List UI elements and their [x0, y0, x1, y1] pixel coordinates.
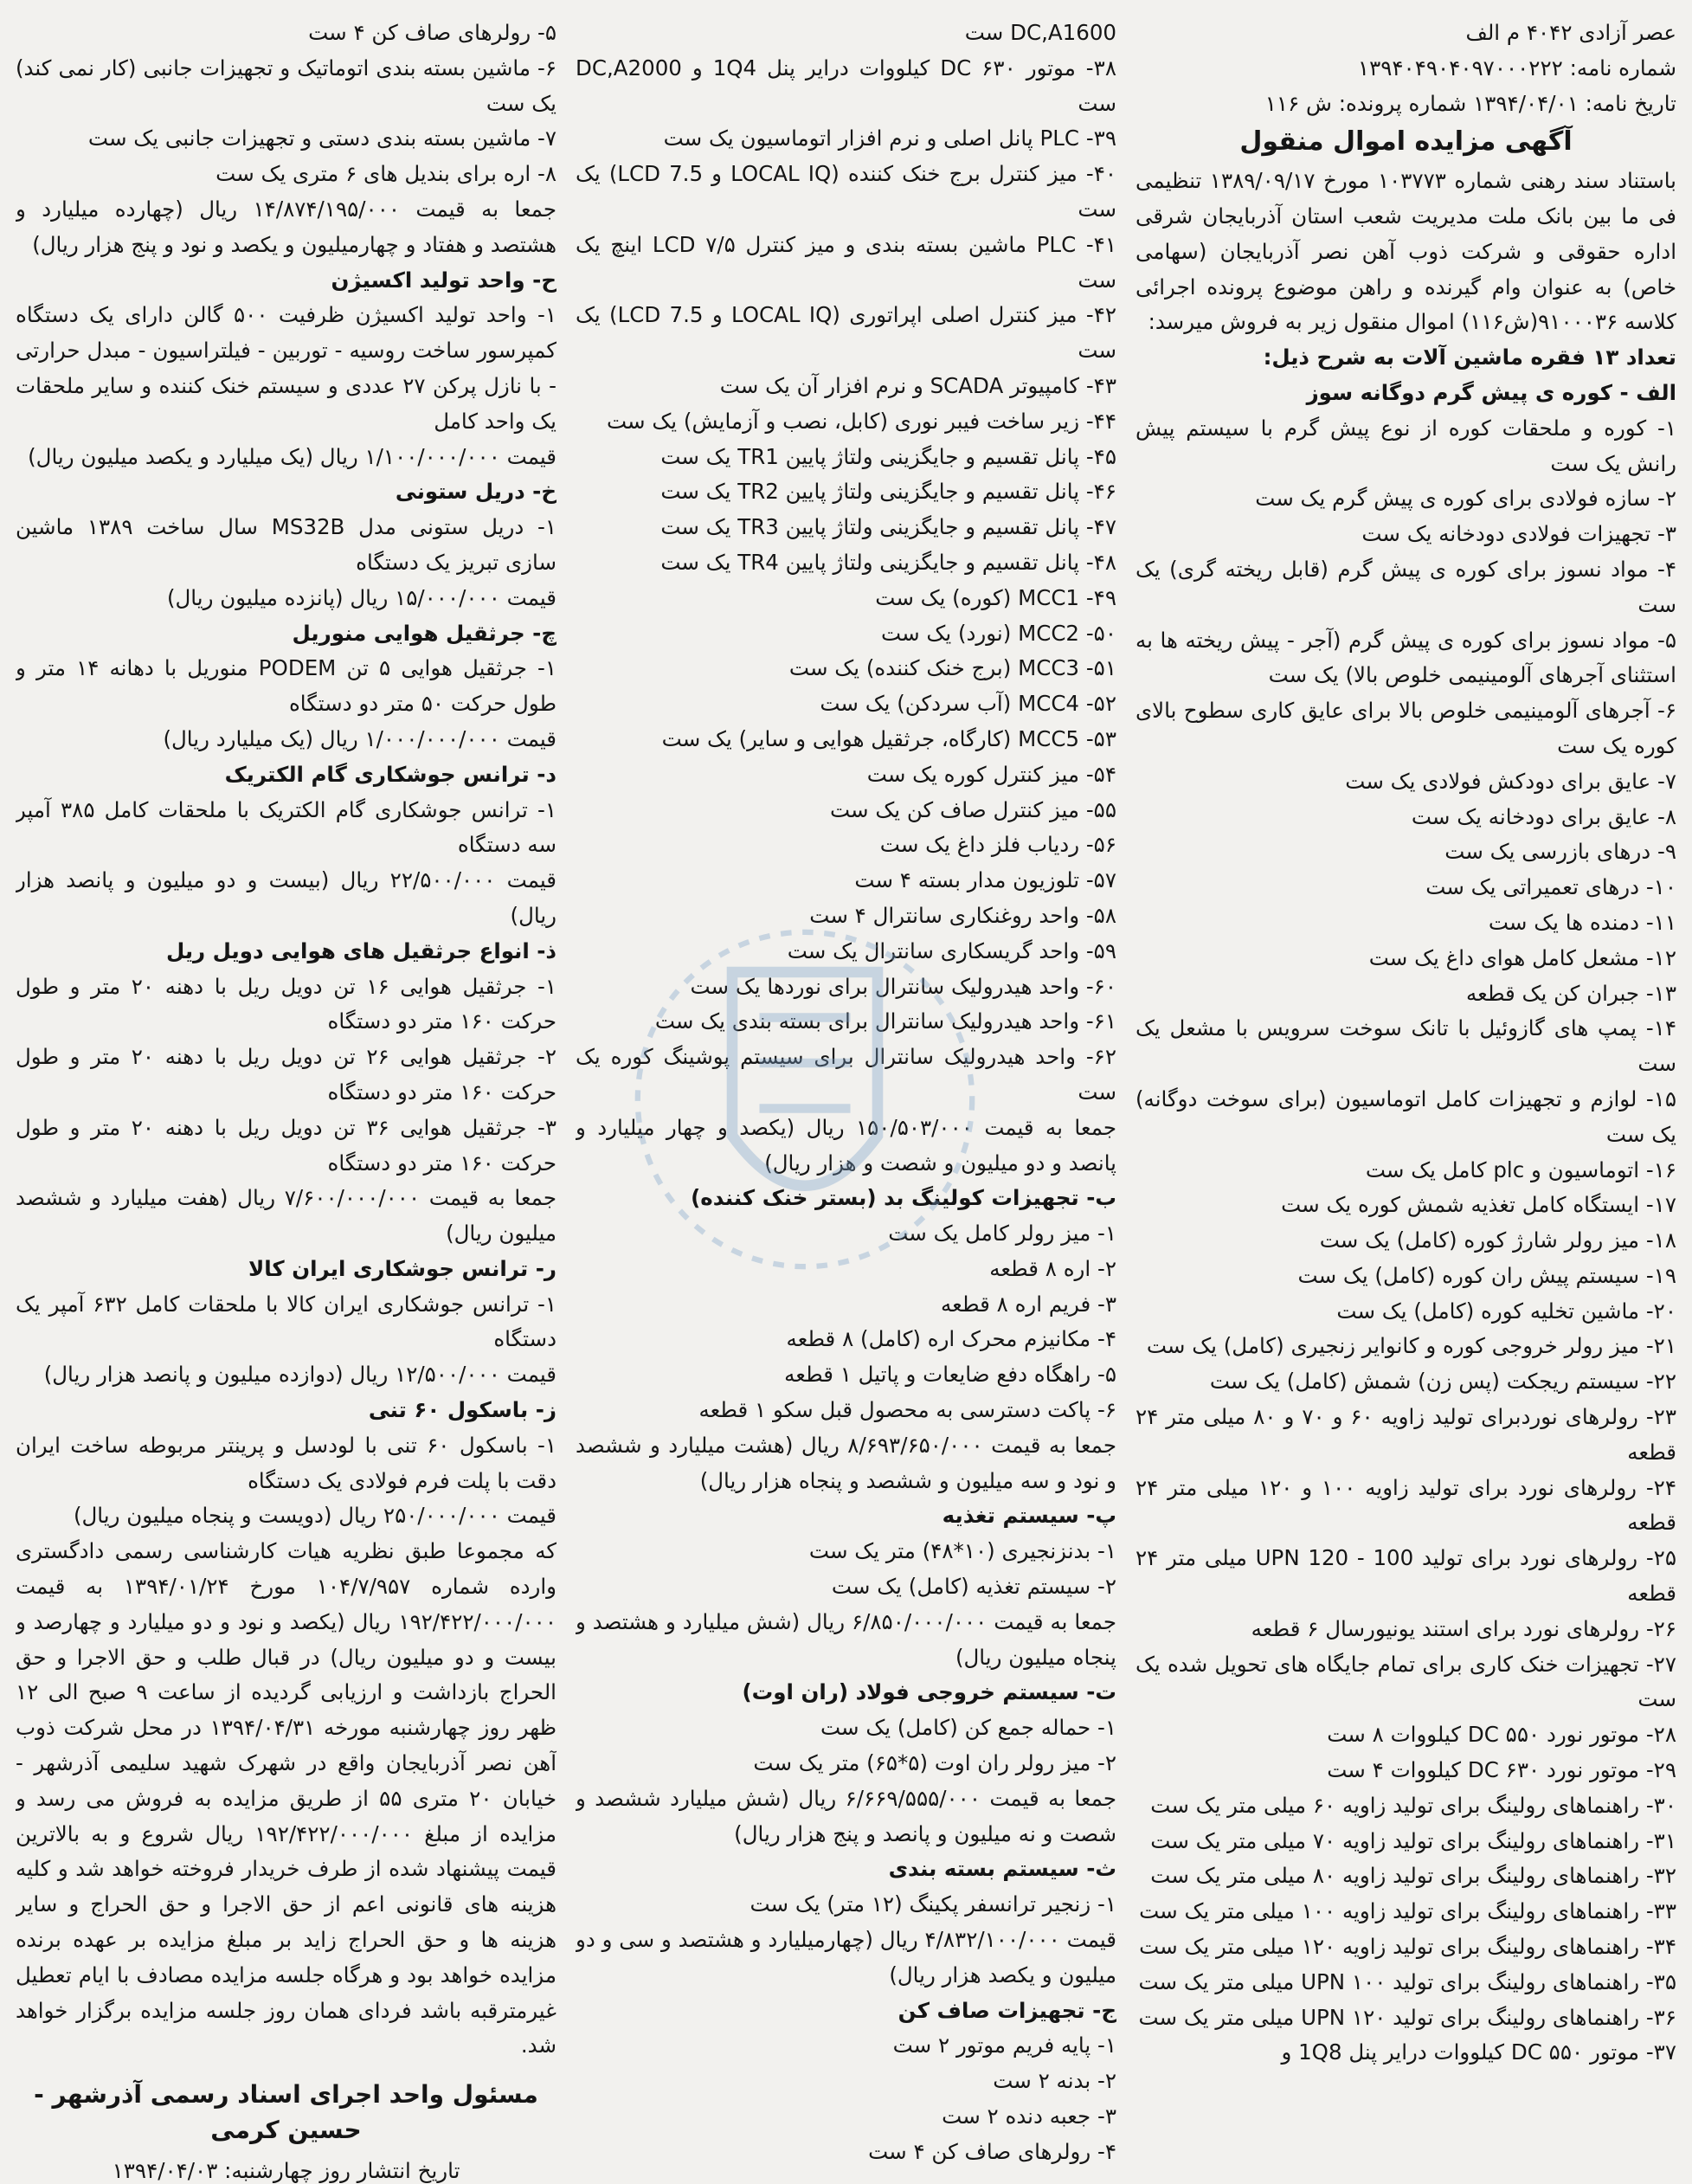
list-item: ۱- پایه فریم موتور ۲ ست — [892, 2033, 1116, 2058]
list-item: ۱- زنجیر ترانسفر پکینگ (۱۲ متر) یک ست — [749, 1891, 1116, 1917]
list-item: ۱- ترانس جوشکاری ایران کالا با ملحقات کامل ۶۳۲ آمپر یک دستگاه — [16, 1291, 556, 1352]
list-item: ۹- درهای بازرسی یک ست — [1444, 839, 1676, 865]
list-item: ۲- بدنه ۲ ست — [993, 2068, 1116, 2094]
list-item: ۳۵- راهنماهای رولینگ برای تولید ۱۰۰ UPN میلی متر یک ست — [1138, 1968, 1676, 1994]
list-item: ۱- باسکول ۶۰ تنی با لودسل و پرینتر مربوطه ساخت ایران دقت با پلت فرم فولادی یک دستگاه — [16, 1432, 556, 1493]
list-item: ۳۹- PLC پانل اصلی و نرم افزار اتوماسیون یک ست — [663, 126, 1116, 151]
notice-title: آگهی مزایده اموال منقول — [1239, 126, 1573, 158]
list-item: ۳۲- راهنماهای رولینگ برای تولید زاویه ۸۰ میلی متر یک ست — [1150, 1863, 1676, 1889]
list-item: ۱۲- مشعل کامل هوای داغ یک ست — [1368, 944, 1676, 970]
list-item: ۳۰- راهنماهای رولینگ برای تولید زاویه ۶۰ میلی متر یک ست — [1150, 1792, 1676, 1818]
list-item: ۷- عایق برای دودکش فولادی یک ست — [1345, 768, 1676, 794]
section-heading: تعداد ۱۳ فقره ماشین آلات به شرح ذیل: — [1263, 345, 1676, 370]
list-item: ۴- مکانیزم محرک اره (کامل) ۸ قطعه — [786, 1326, 1116, 1352]
section-heading: ت- سیستم خروجی فولاد (ران اوت) — [742, 1679, 1116, 1705]
list-item: ۲۸- موتور نورد ۵۵۰ DC کیلووات ۸ ست — [1327, 1722, 1676, 1748]
list-item: ۲۷- تجهیزات خنک کاری برای تمام جایگاه های تحویل شده یک ست — [1136, 1651, 1676, 1712]
list-item: ۱۰- درهای تعمیراتی یک ست — [1425, 874, 1676, 900]
column-middle — [576, 16, 1116, 2184]
price-total: جمعا به قیمت ۷/۶۰۰/۰۰۰/۰۰۰ ریال (هفت میلیارد و ششصد میلیون ریال) — [16, 1185, 556, 1247]
list-item: ۳۳- راهنماهای رولینگ برای تولید زاویه ۱۰۰ میلی متر یک ست — [1139, 1898, 1676, 1924]
list-item: ۴- مواد نسوز برای کوره ی پیش گرم (قابل ریخته گری) یک ست — [1136, 556, 1676, 617]
signature: مسئول واحد اجرای اسناد رسمی آذرشهر - حسین کرمی — [34, 2080, 538, 2145]
list-item: ۱۱- دمنده ها یک ست — [1488, 909, 1676, 935]
list-item: ۲۳- رولرهای نوردبرای تولید زاویه ۶۰ و ۷۰ و ۸۰ میلی متر ۲۴ قطعه — [1136, 1404, 1676, 1465]
list-item: ۱- جرثقیل هوایی ۱۶ تن دویل ریل با دهنه ۲۰ متر و طول حرکت ۱۶۰ متر دو دستگاه — [16, 973, 556, 1034]
list-item: ۵۱- MCC3 (برج خنک کننده) یک ست — [788, 655, 1116, 681]
list-item: ۵۵- میز کنترل صاف کن یک ست — [829, 796, 1116, 822]
list-item: ۱- دریل ستونی مدل MS32B سال ساخت ۱۳۸۹ ماشین سازی تبریز یک دستگاه — [16, 514, 556, 575]
section-heading: پ- سیستم تغذیه — [942, 1503, 1116, 1529]
section-heading: ث- سیستم بسته بندی — [888, 1856, 1116, 1882]
list-item: ۱۵- لوازم و تجهیزات کامل اتوماسیون (برای سوخت دوگانه) یک ست — [1136, 1086, 1676, 1147]
section-heading: ر- ترانس جوشکاری ایران کالا — [248, 1255, 556, 1281]
list-item: ۱- جرثقیل هوایی ۵ تن PODEM منوریل با دهانه ۱۴ متر و طول حرکت ۵۰ متر دو دستگاه — [16, 655, 556, 717]
list-item: ۱- ترانس جوشکاری گام الکتریک با ملحقات کامل ۳۸۵ آمپر سه دستگاه — [16, 796, 556, 858]
list-item: ۴۲- میز کنترل اصلی اپراتوری (LOCAL IQ و LCD 7.5) یک ست — [576, 302, 1116, 364]
list-item: ۳- جرثقیل هوایی ۳۶ تن دویل ریل با دهنه ۲۰ متر و طول حرکت ۱۶۰ متر دو دستگاه — [16, 1114, 556, 1176]
list-item: ۵- مواد نسوز برای کوره ی پیش گرم (آجر - پیش ریخته ها به استثنای آجرهای آلومینیمی خلوص بالا) یک ست — [1136, 627, 1676, 688]
list-item: ۶- آجرهای آلومینیمی خلوص بالا برای عایق کاری سطوح بالای کوره یک ست — [1136, 698, 1676, 758]
list-item: ۱۳- جبران کن یک قطعه — [1466, 980, 1676, 1006]
list-item: ۱- واحد تولید اکسیژن ظرفیت ۵۰۰ گالن دارای یک دستگاه کمپرسور ساخت روسیه - توربین - فیلتراسیون - مبدل حرارتی - با نازل پرکن ۲۷ عددی و سیستم خنک کننده و سایر ملحقات یک واحد کامل — [16, 302, 556, 434]
list-item: ۲- جرثقیل هوایی ۲۶ تن دویل ریل با دهنه ۲۰ متر و طول حرکت ۱۶۰ متر دو دستگاه — [16, 1044, 556, 1105]
list-item: ۳۱- راهنماهای رولینگ برای تولید زاویه ۷۰ میلی متر یک ست — [1150, 1827, 1676, 1853]
publish-date: تاریخ انتشار روز چهارشنبه: ۱۳۹۴/۰۴/۰۳ — [112, 2157, 460, 2183]
section-heading: خ- دریل ستونی — [395, 479, 556, 505]
list-item: ۱۷- ایستگاه کامل تغذیه شمش کوره یک ست — [1281, 1192, 1676, 1218]
list-item: ۵۴- میز کنترل کوره یک ست — [866, 761, 1116, 787]
list-item: ۴۶- پانل تقسیم و جایگزینی ولتاژ پایین TR2 یک ست — [660, 479, 1116, 505]
list-item: ۶- پاکت دسترسی به محصول قبل سکو ۱ قطعه — [698, 1397, 1116, 1423]
list-item: ۵۷- تلوزیون مدار بسته ۴ ست — [854, 867, 1116, 893]
list-item: ۳- جعبه دنده ۲ ست — [942, 2103, 1116, 2129]
list-item: ۲- سیستم تغذیه (کامل) یک ست — [831, 1574, 1116, 1600]
list-item: ۲۴- رولرهای نورد برای تولید زاویه ۱۰۰ و ۱۲۰ میلی متر ۲۴ قطعه — [1136, 1474, 1676, 1536]
list-item: ۵- رولرهای صاف کن ۴ ست — [308, 20, 556, 45]
list-item: ۱۸- میز رولر شارژ کوره (کامل) یک ست — [1319, 1227, 1676, 1253]
price-total: قیمت ۲۵۰/۰۰۰/۰۰۰ ریال (دویست و پنجاه میلیون ریال) — [73, 1503, 556, 1529]
list-item: ۴۳- کامپیوتر SCADA و نرم افزار آن یک ست — [719, 372, 1116, 398]
list-item: ۴۱- PLC ماشین بسته بندی و میز کنترل ۷/۵ LCD اینچ یک ست — [576, 231, 1116, 293]
list-item: ۵۸- واحد روغنکاری سانترال ۴ ست — [809, 902, 1116, 928]
list-item: ۶۲- واحد هیدرولیک سانترال برای سیستم پوشینگ کوره یک ست — [576, 1044, 1116, 1105]
section-heading: چ- جرثقیل هوایی منوریل — [292, 620, 556, 646]
price-total: جمعا به قیمت ۱۵۰/۵۰۳/۰۰۰ ریال (یکصد و چهار میلیارد و پانصد و دو میلیون و شصت و هزار ریال) — [576, 1114, 1116, 1176]
list-item: ۱- بدنزنجیری (۱۰*۴۸) متر یک ست — [808, 1538, 1116, 1564]
list-item: ۱۶- اتوماسیون و plc کامل یک ست — [1365, 1156, 1676, 1182]
list-item: ۲۲- سیستم ریجکت (پس زن) شمش (کامل) یک ست — [1209, 1369, 1676, 1395]
list-item: ۴۵- پانل تقسیم و جایگزینی ولتاژ پایین TR1 یک ست — [660, 443, 1116, 469]
list-item: ۲۶- رولرهای نورد برای استند یونیورسال ۶ قطعه — [1251, 1615, 1676, 1641]
notice-body: که مجموعا طبق نظریه هیات کارشناسی رسمی دادگستری وارده شماره ۱۰۴/۷/۹۵۷ مورخ ۱۳۹۴/۰۱/۲۴ به قیمت ۱۹۲/۴۲۲/۰۰۰/۰۰۰ ریال (یکصد و نود و دو میلیارد و چهارصد و بیست و دو میلیون ریال) در قبال طلب و حق الاجرا و حق الحراج بازداشت و ارزیابی گردیده از ساعت ۹ صبح الی ۱۲ ظهر روز چهارشنبه مورخه ۱۳۹۴/۰۴/۳۱ در محل شرکت ذوب آهن نصر آذربایجان واقع در شهرک شهید سلیمی آذرشهر - خیابان ۲۰ متری ۵۵ از طریق مزایده به فروش می رسد و مزایده از مبلغ ۱۹۲/۴۲۲/۰۰۰/۰۰۰ ریال شروع و به بالاترین قیمت پیشنهاد شده از طرف خریدار فروخته خواهد شد و کلیه هزینه های قانونی اعم از حق الاجرا و حق الحراج و سایر هزینه ها و حق الحراج زاید بر مبلغ مزایده بر عهده برنده مزایده خواهد بود و هرگاه جلسه مزایده مصادف با ایام تعطیل غیرمترقبه باشد فردای همان روز جلسه مزایده برگزار خواهد شد. — [16, 1538, 556, 2058]
list-item: ۶۰- واحد هیدرولیک سانترال برای نوردها یک ست — [690, 973, 1116, 999]
section-heading: ز- باسکول ۶۰ تنی — [368, 1397, 556, 1423]
list-item: ۴۴- زیر ساخت فیبر نوری (کابل، نصب و آزمایش) یک ست — [606, 408, 1116, 434]
section-heading: ج- تجهیزات صاف کن — [897, 1997, 1116, 2023]
list-item: ۲- سازه فولادی برای کوره ی پیش گرم یک ست — [1255, 486, 1676, 512]
list-item: ۴۷- پانل تقسیم و جایگزینی ولتاژ پایین TR3 یک ست — [660, 514, 1116, 540]
list-item: ۱- کوره و ملحقات کوره از نوع پیش گرم با سیستم پیش رانش یک ست — [1136, 415, 1676, 476]
list-item: ۲- اره ۸ قطعه — [989, 1255, 1116, 1281]
list-item: ۱- میز رولر کامل یک ست — [888, 1221, 1116, 1247]
list-item: ۵۲- MCC4 (آب سردکن) یک ست — [820, 691, 1116, 717]
list-item: ۳۸- موتور ۶۳۰ DC کیلووات درایر پنل 1Q4 و DC,A2000 ست — [576, 55, 1116, 116]
list-item: ۸- عایق برای دودخانه یک ست — [1411, 803, 1676, 829]
price-total: جمعا به قیمت ۸/۶۹۳/۶۵۰/۰۰۰ ریال (هشت میلیارد و ششصد و نود و سه میلیون و ششصد و پنجاه هزار ریال) — [576, 1432, 1116, 1493]
list-item: ۴۰- میز کنترل برج خنک کننده (LOCAL IQ و LCD 7.5) یک ست — [576, 161, 1116, 222]
list-item: DC,A1600 ست — [964, 20, 1116, 45]
list-item: ۲۱- میز رولر خروجی کوره و کانوایر زنجیری (کامل) یک ست — [1146, 1333, 1676, 1359]
price-total: قیمت ۱/۰۰۰/۰۰۰/۰۰۰ ریال (یک میلیارد ریال) — [163, 725, 556, 751]
list-item: ۳۷- موتور ۵۵۰ DC کیلووات درایر پنل 1Q8 و — [1281, 2039, 1676, 2065]
section-heading: د- ترانس جوشکاری گام الکتریک — [224, 761, 556, 787]
list-item: ۵۳- MCC5 (کارگاه، جرثقیل هوایی و سایر) یک ست — [661, 725, 1116, 751]
list-item: ۶۱- واحد هیدرولیک سانترال برای بسته بندی یک ست — [654, 1008, 1116, 1034]
section-heading: الف - کوره ی پیش گرم دوگانه سوز — [1306, 379, 1676, 405]
issue-number: عصر آزادی ۴۰۴۲ م الف — [1465, 20, 1676, 45]
column-left — [16, 16, 556, 2184]
price-total: قیمت ۱۲/۵۰۰/۰۰۰ ریال (دوازده میلیون و پانصد هزار ریال) — [43, 1362, 556, 1388]
price-total: قیمت ۱۵/۰۰۰/۰۰۰ ریال (پانزده میلیون ریال) — [166, 584, 556, 610]
price-total: جمعا به قیمت ۱۴/۸۷۴/۱۹۵/۰۰۰ ریال (چهارده میلیارد و هشتصد و هفتاد و چهارمیلیون و یکصد و نود و پنج هزار ریال) — [16, 196, 556, 257]
list-item: ۶- ماشین بسته بندی اتوماتیک و تجهیزات جانبی (کار نمی کند) یک ست — [16, 55, 556, 116]
list-item: ۴- رولرهای صاف کن ۴ ست — [868, 2138, 1116, 2164]
section-heading: ذ- انواع جرثقیل های هوایی دویل ریل — [165, 937, 556, 963]
list-item: ۱- حماله جمع کن (کامل) یک ست — [820, 1715, 1116, 1741]
list-item: ۵۰- MCC2 (نورد) یک ست — [881, 620, 1116, 646]
list-item: ۵- راهگاه دفع ضایعات و پاتیل ۱ قطعه — [784, 1362, 1116, 1388]
price-total: قیمت ۱/۱۰۰/۰۰۰/۰۰۰ ریال (یک میلیارد و یکصد میلیون ریال) — [28, 443, 556, 469]
list-item: ۳- فریم اره ۸ قطعه — [941, 1291, 1116, 1317]
price-total: جمعا به قیمت ۶/۸۵۰/۰۰۰/۰۰۰ ریال (شش میلیارد و هشتصد و پنجاه میلیون ریال) — [576, 1608, 1116, 1670]
notice-intro: باستناد سند رهنی شماره ۱۰۳۷۷۳ مورخ ۱۳۸۹/۰۹/۱۷ تنظیمی فی ما بین بانک ملت مدیریت شعب استان آذربایجان شرقی اداره حقوقی و شرکت ذوب آهن نصر آذربایجان (سهامی خاص) به عنوان وام گیرنده و راهن موضوع پرونده اجرائی کلاسه ۹۱۰۰۰۳۶(ش۱۱۶) اموال منقول زیر به فروش میرسد: — [1136, 168, 1676, 335]
column-right — [1136, 16, 1676, 2184]
price-total: جمعا به قیمت ۶/۶۶۹/۵۵۵/۰۰۰ ریال (شش میلیارد ششصد و شصت و نه میلیون و پانصد و پنج هزار ریال) — [576, 1785, 1116, 1846]
list-item: ۲- میز رولر ران اوت (۵*۶۵) متر یک ست — [753, 1750, 1116, 1776]
list-item: ۳۴- راهنماهای رولینگ برای تولید زاویه ۱۲۰ میلی متر یک ست — [1139, 1934, 1676, 1960]
list-item: ۱۹- سیستم پیش ران کوره (کامل) یک ست — [1297, 1262, 1676, 1288]
list-item: ۳- تجهیزات فولادی دودخانه یک ست — [1361, 521, 1676, 547]
list-item: ۵۹- واحد گریسکاری سانترال یک ست — [787, 937, 1116, 963]
list-item: ۳۶- راهنماهای رولینگ برای تولید ۱۲۰ UPN میلی متر یک ست — [1138, 2004, 1676, 2030]
list-item: ۲۰- ماشین تخلیه کوره (کامل) یک ست — [1336, 1298, 1676, 1324]
letter-date: تاریخ نامه: ۱۳۹۴/۰۴/۰۱ شماره پرونده: ش ۱۱۶ — [1264, 90, 1676, 116]
letter-number: شماره نامه: ۱۳۹۴۰۴۹۰۴۰۹۷۰۰۰۲۲۲ — [1357, 55, 1676, 81]
list-item: ۲۵- رولرهای نورد برای تولید 100 - UPN 120 میلی متر ۲۴ قطعه — [1136, 1545, 1676, 1607]
price-total: قیمت ۴/۸۳۲/۱۰۰/۰۰۰ ریال (چهارمیلیارد و هشتصد و سی و دو میلیون و یکصد هزار ریال) — [576, 1927, 1116, 1988]
section-heading: ب- تجهیزات کولینگ بد (بستر خنک کننده) — [691, 1185, 1116, 1211]
list-item: ۱۴- پمپ های گازوئیل با تانک سوخت سرویس با مشعل یک ست — [1136, 1015, 1676, 1077]
list-item: ۷- ماشین بسته بندی دستی و تجهیزات جانبی یک ست — [87, 126, 556, 151]
price-total: قیمت ۲۲/۵۰۰/۰۰۰ ریال (بیست و دو میلیون و پانصد هزار ریال) — [16, 867, 556, 928]
list-item: ۴۸- پانل تقسیم و جایگزینی ولتاژ پایین TR4 یک ست — [660, 549, 1116, 575]
list-item: ۴۹- MCC1 (کوره) یک ست — [875, 584, 1116, 610]
list-item: ۸- اره برای بندیل های ۶ متری یک ست — [216, 161, 556, 187]
list-item: ۵۶- ردیاب فلز داغ یک ست — [879, 832, 1116, 858]
section-heading: ح- واحد تولید اکسیژن — [331, 267, 556, 293]
list-item: ۲۹- موتور نورد ۶۳۰ DC کیلووات ۴ ست — [1327, 1757, 1676, 1783]
